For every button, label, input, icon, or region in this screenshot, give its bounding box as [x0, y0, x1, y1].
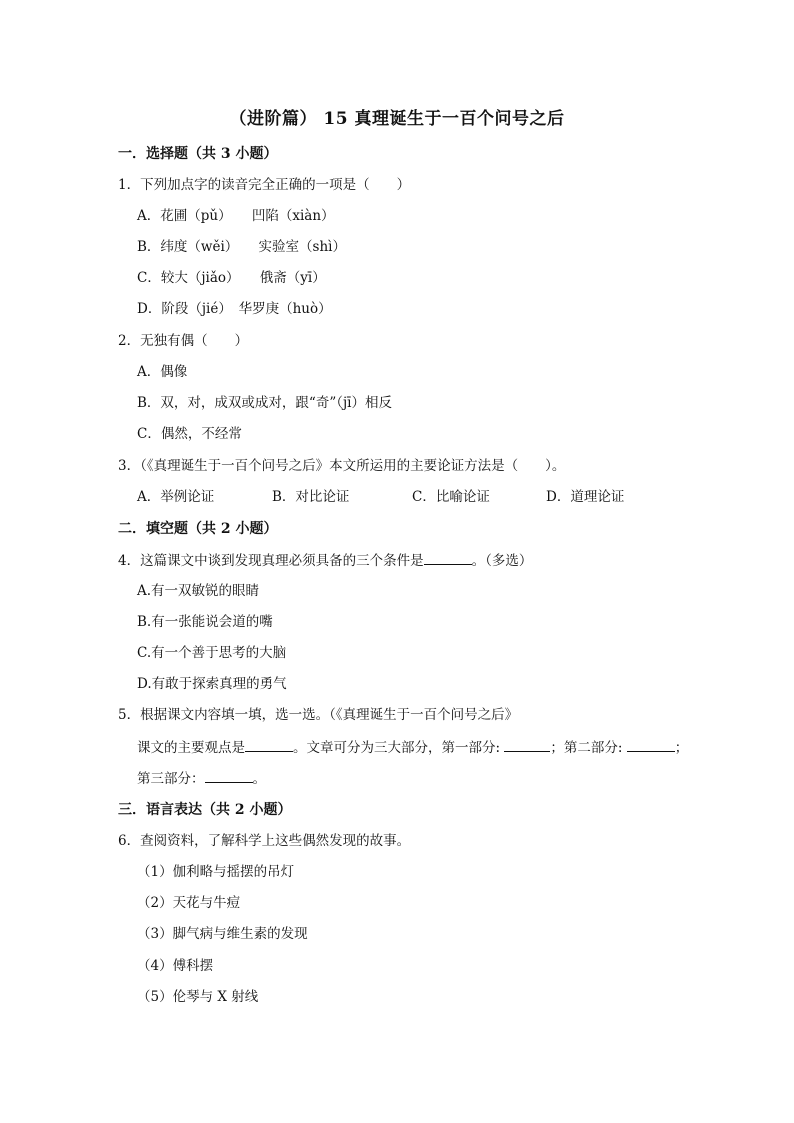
question-1-stem: 1．下列加点字的读音完全正确的一项是（ ） [118, 177, 411, 193]
question-5-stem: 5．根据课文内容填一填，选一选。（《真理诞生于一百个问号之后》 [118, 707, 519, 723]
question-6-item: （1）伽利略与摇摆的吊灯 [137, 864, 295, 880]
question-5-part3-label: 第三部分： [137, 771, 205, 787]
question-4-option-a: A.有一双敏锐的眼睛 [137, 583, 260, 599]
section-heading-choice: 一．选择题（共 3 小题） [118, 146, 278, 162]
question-3-stem: 3．（《真理诞生于一百个问号之后》本文所运用的主要论证方法是（ ）。 [118, 458, 566, 474]
question-5-line-end: ； [674, 740, 689, 756]
answer-blank [245, 738, 293, 752]
question-2-option-c: C．偶然，不经常 [137, 426, 242, 442]
question-2-option-b: B．双，对，成双或成对，跟“奇”（jī）相反 [137, 395, 392, 411]
question-5-line-2 [137, 769, 266, 788]
question-4-option-d: D.有敢于探索真理的勇气 [137, 676, 287, 692]
question-1-option-a: A．花圃（pǔ） 凹陷（xiàn） [137, 208, 335, 224]
question-4-stem-text: 4．这篇课文中谈到发现真理必须具备的三个条件是 [118, 553, 424, 569]
question-5-line-1 [137, 738, 688, 757]
answer-blank [205, 769, 253, 783]
question-6-item: （5）伦琴与 X 射线 [137, 989, 259, 1005]
question-5-line-2-end: 。 [252, 771, 266, 787]
section-heading-fill: 二．填空题（共 2 小题） [118, 521, 278, 537]
question-5-part2-label: ；第二部分: [550, 740, 627, 756]
question-6-item: （4）傅科摆 [137, 958, 214, 974]
question-6-item: （2）天花与牛痘 [137, 895, 241, 911]
question-1-option-b: B．纬度（wěi） 实验室（shì） [137, 239, 346, 255]
question-2-option-a: A．偶像 [137, 364, 188, 380]
question-4-stem-suffix: 。（多选） [471, 553, 533, 569]
answer-blank [424, 551, 472, 565]
question-3-option-a: A．举例论证 [137, 489, 215, 505]
question-4-stem [118, 551, 532, 570]
question-5-main-idea-label: 课文的主要观点是 [137, 740, 245, 756]
question-2-stem: 2．无独有偶（ ） [118, 333, 249, 349]
answer-blank [627, 738, 675, 752]
question-1-option-c: C．较大（jiǎo） 俄斋（yī） [137, 270, 326, 286]
question-6-stem: 6．查阅资料，了解科学上这些偶然发现的故事。 [118, 833, 411, 849]
question-4-option-b: B.有一张能说会道的嘴 [137, 614, 273, 630]
question-3-option-b: B．对比论证 [272, 489, 350, 505]
question-5-part1-label: 。文章可分为三大部分，第一部分: [293, 740, 505, 756]
question-4-option-c: C.有一个善于思考的大脑 [137, 645, 287, 661]
section-heading-expression: 三．语言表达（共 2 小题） [118, 802, 292, 818]
question-3-option-d: D．道理论证 [546, 489, 625, 505]
question-1-option-d: D．阶段（jié） 华罗庚（huò） [137, 301, 332, 317]
question-6-item: （3）脚气病与维生素的发现 [137, 926, 308, 942]
answer-blank [504, 738, 550, 752]
page-title: （进阶篇） 15 真理诞生于一百个问号之后 [229, 109, 565, 129]
question-3-option-c: C．比喻论证 [412, 489, 490, 505]
